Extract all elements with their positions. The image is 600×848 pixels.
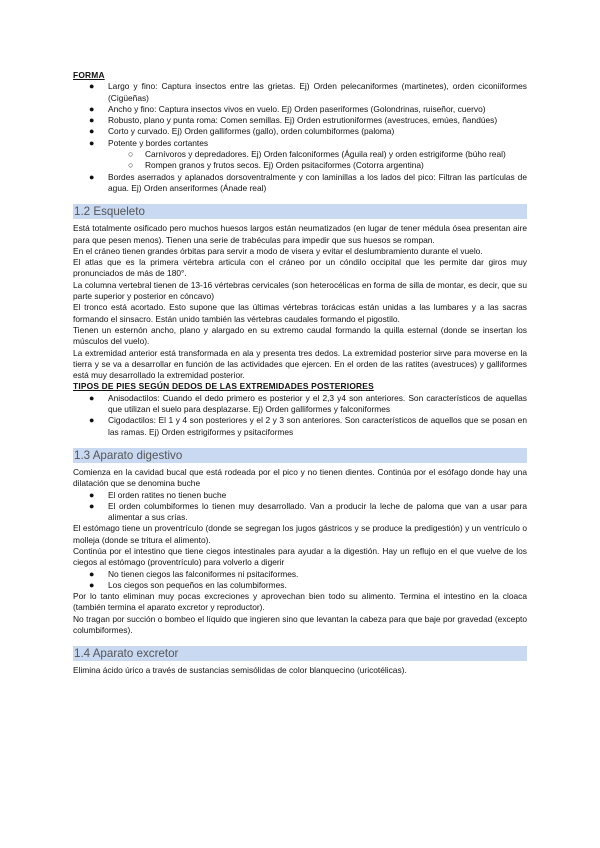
pies-list	[73, 393, 527, 438]
paragraph: Elimina ácido úrico a través de sustancias semisólidas de color blanquecino (uricotélicas).	[73, 665, 407, 676]
circle-bullet-icon: ○	[128, 149, 134, 160]
bullet-icon: ●	[89, 489, 95, 500]
ciegos-list	[73, 569, 527, 592]
forma-list	[73, 81, 527, 194]
section-heading-digestivo: 1.3 Aparato digestivo	[73, 448, 527, 463]
document-page	[73, 70, 527, 677]
list-item: ● El orden columbiformes lo tienen muy desarrollado. Van a producir la leche de paloma que van a usar para alimentar a sus crías.	[89, 500, 527, 523]
sub-list-item: ○ Rompen granos y frutos secos. Ej) Orden psitaciformes (Cotorra argentina)	[128, 160, 424, 171]
circle-bullet-icon: ○	[128, 160, 134, 171]
bullet-icon: ●	[89, 579, 95, 590]
forma-label: FORMA	[73, 70, 105, 80]
bullet-icon: ●	[89, 137, 95, 148]
bullet-icon: ●	[89, 115, 95, 126]
paragraph: No tragan por succión o bombeo el líquido que ingieren sino que levantan la cabeza para que baje por gravedad (excepto columbiformes).	[73, 613, 527, 636]
paragraph: El estómago tiene un proventrículo (donde se segregan los jugos gástricos y se produce la predigestión) y un ventrículo o molleja (donde se tritura el alimento).	[73, 523, 527, 545]
paragraph: Por lo tanto eliminan muy pocas excreciones y aprovechan bien todo su alimento. Termina el intestino en la cloaca (también termina el aparato excretor y reproductor).	[73, 591, 527, 613]
list-item: ● Bordes aserrados y aplanados dorsoventralmente y con laminillas a los lados del pico: Filtran las partículas de agua. Ej) Orden anseriformes (Ánade real)	[89, 171, 527, 193]
list-item: ● Cigodactilos: El 1 y 4 son posteriores y el 2 y 3 son anteriores. Son característicos de aquellos que se posan en las ramas. Ej) Orden estrigiformes y psitaciformes	[89, 415, 527, 437]
list-item: ● Ancho y fino: Captura insectos vivos en vuelo. Ej) Orden paseriformes (Golondrinas, ruiseñor, cuervo)	[89, 103, 486, 114]
paragraph: Continúa por el intestino que tiene ciegos intestinales para ayudar a la digestión. Hay un reflujo en el que vuelve de los ciegos al estómago (proventrículo) para volverlo a digerir	[73, 545, 527, 568]
paragraph: La extremidad anterior está transformada en ala y presenta tres dedos. La extremidad posterior sirve para moverse en la tierra y se va a desarrollar en función de las actividades que ejercen. En el orden de las ratites (avestruces) y galliformes está muy desarrollado la extremidad posterior.	[73, 347, 527, 381]
list-item: ● Los ciegos son pequeños en las columbiformes.	[89, 579, 287, 590]
bullet-icon: ●	[89, 103, 95, 114]
list-item: ● Anisodactilos: Cuando el dedo primero es posterior y el 2,3 y4 son anteriores. Son característicos de aquellas que utilizan el suelo para desplazarse. Ej) Orden galliformes y falconiformes	[89, 392, 527, 415]
list-item: ● El orden ratites no tienen buche	[89, 489, 227, 500]
paragraph: Tienen un esternón ancho, plano y alargado en su extremo caudal formando la quilla esternal (donde se insertan los músculos del vuelo).	[73, 324, 527, 347]
list-item: ● Corto y curvado. Ej) Orden galliformes (gallo), orden columbiformes (paloma)	[89, 126, 395, 137]
paragraph: El atlas que es la primera vértebra articula con el cráneo por un cóndilo occipital que les permite dar giros muy pronunciados de más de 180°.	[73, 257, 527, 279]
bullet-icon: ●	[89, 415, 95, 426]
section-heading-esqueleto: 1.2 Esqueleto	[73, 204, 527, 219]
bullet-icon: ●	[89, 126, 95, 137]
bullet-icon: ●	[89, 500, 95, 511]
bullet-icon: ●	[89, 81, 95, 92]
paragraph: La columna vertebral tienen de 13-16 vértebras cervicales (son heterocélicas en forma de silla de montar, es decir, que su parte superior y posterior en cóncavo)	[73, 279, 527, 302]
sub-list-item: ○ Carnívoros y depredadores. Ej) Orden falconiformes (Águila real) y orden estrigiforme (búho real)	[128, 149, 506, 160]
list-item: ● Potente y bordes cortantes	[89, 137, 209, 148]
bullet-icon: ●	[89, 392, 95, 403]
paragraph: El tronco está acortado. Esto supone que las últimas vértebras torácicas están unidas a las lumbares y a las sacras formando el sinsacro. Están unido también las vértebras caudales formando el pigostilo.	[73, 302, 527, 324]
paragraph: En el cráneo tienen grandes órbitas para servir a modo de visera y evitar el deslumbramiento durante el vuelo.	[73, 245, 483, 256]
buche-list	[73, 490, 527, 524]
paragraph: Comienza en la cavidad bucal que está rodeada por el pico y no tienen dientes. Continúa por el esófago donde hay una dilatación que se denomina buche	[73, 466, 527, 489]
bullet-icon: ●	[89, 171, 95, 182]
paragraph: Está totalmente osificado pero muchos huesos largos están neumatizados (en lugar de tener médula ósea presentan aire para que pesen menos). Tienen una serie de trabéculas para impedir que sus huesos se rompan.	[73, 223, 527, 245]
list-item: ● Largo y fino: Captura insectos entre las grietas. Ej) Orden pelecaniformes (martinetes), orden ciconiiformes (Cigüeñas)	[89, 81, 527, 103]
bullet-icon: ●	[89, 568, 95, 579]
pies-label: TIPOS DE PIES SEGÚN DEDOS DE LAS EXTREMIDADES POSTERIORES	[73, 381, 374, 392]
section-heading-excretor: 1.4 Aparato excretor	[73, 646, 527, 661]
list-item: ● No tienen ciegos las falconiformes ni psitaciformes.	[89, 568, 299, 579]
list-item: ● Robusto, plano y punta roma: Comen semillas. Ej) Orden estrutioniformes (avestruces, emúes, ñandúes)	[89, 115, 498, 126]
